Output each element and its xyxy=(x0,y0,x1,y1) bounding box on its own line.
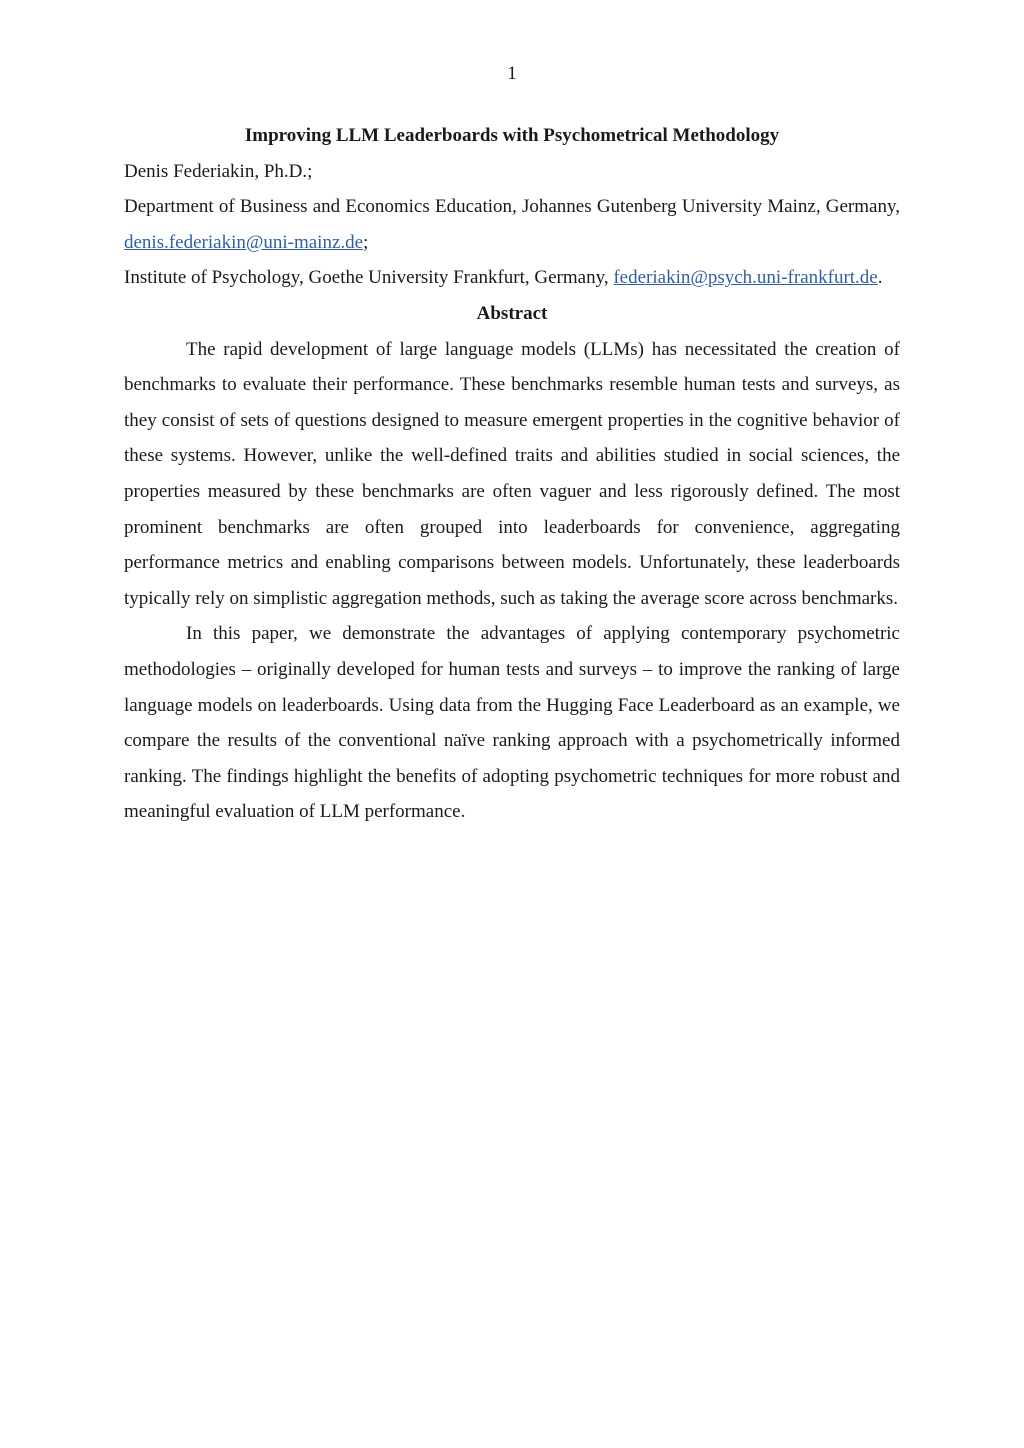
author-secondary-email-link[interactable]: federiakin@psych.uni-frankfurt.de xyxy=(613,267,878,289)
abstract-heading: Abstract xyxy=(476,302,548,324)
affiliation-2 xyxy=(124,260,900,296)
page-number: 1 xyxy=(507,63,517,84)
affiliation-1 xyxy=(124,189,900,260)
affiliation-1-text: Department of Business and Economics Education, Johannes Gutenberg University Mainz, Germany, xyxy=(124,196,900,218)
paper-body xyxy=(124,118,900,830)
affiliation-2-text: Institute of Psychology, Goethe University Frankfurt, Germany, xyxy=(124,267,614,289)
author-email-link[interactable]: denis.federiakin@uni-mainz.de xyxy=(124,231,364,253)
affiliation-2-suffix: . xyxy=(877,267,883,289)
paper-title: Improving LLM Leaderboards with Psychometrical Methodology xyxy=(244,125,780,146)
author-name: Denis Federiakin, Ph.D.; xyxy=(124,160,313,182)
abstract-paragraph-2: In this paper, we demonstrate the advantages of applying contemporary psychometric methodologies – originally developed for human tests and surveys – to improve the ranking of large language models on leaderboards. Using data from the Hugging Face Leaderboard as an example, we compare the results of the conventional naïve ranking approach with a psychometrically informed ranking. The findings highlight the benefits of adopting psychometric techniques for more robust and meaningful evaluation of LLM performance. xyxy=(124,623,900,823)
abstract-paragraph-1: The rapid development of large language models (LLMs) has necessitated the creation of benchmarks to evaluate their performance. These benchmarks resemble human tests and surveys, as they consist of sets of questions designed to measure emergent properties in the cognitive behavior of these systems. However, unlike the well-defined traits and abilities studied in social sciences, the properties measured by these benchmarks are often vaguer and less rigorously defined. The most prominent benchmarks are often grouped into leaderboards for convenience, aggregating performance metrics and enabling comparisons between models. Unfortunately, these leaderboards typically rely on simplistic aggregation methods, such as taking the average score across benchmarks. xyxy=(124,338,900,609)
affiliation-1-suffix: ; xyxy=(363,231,369,253)
